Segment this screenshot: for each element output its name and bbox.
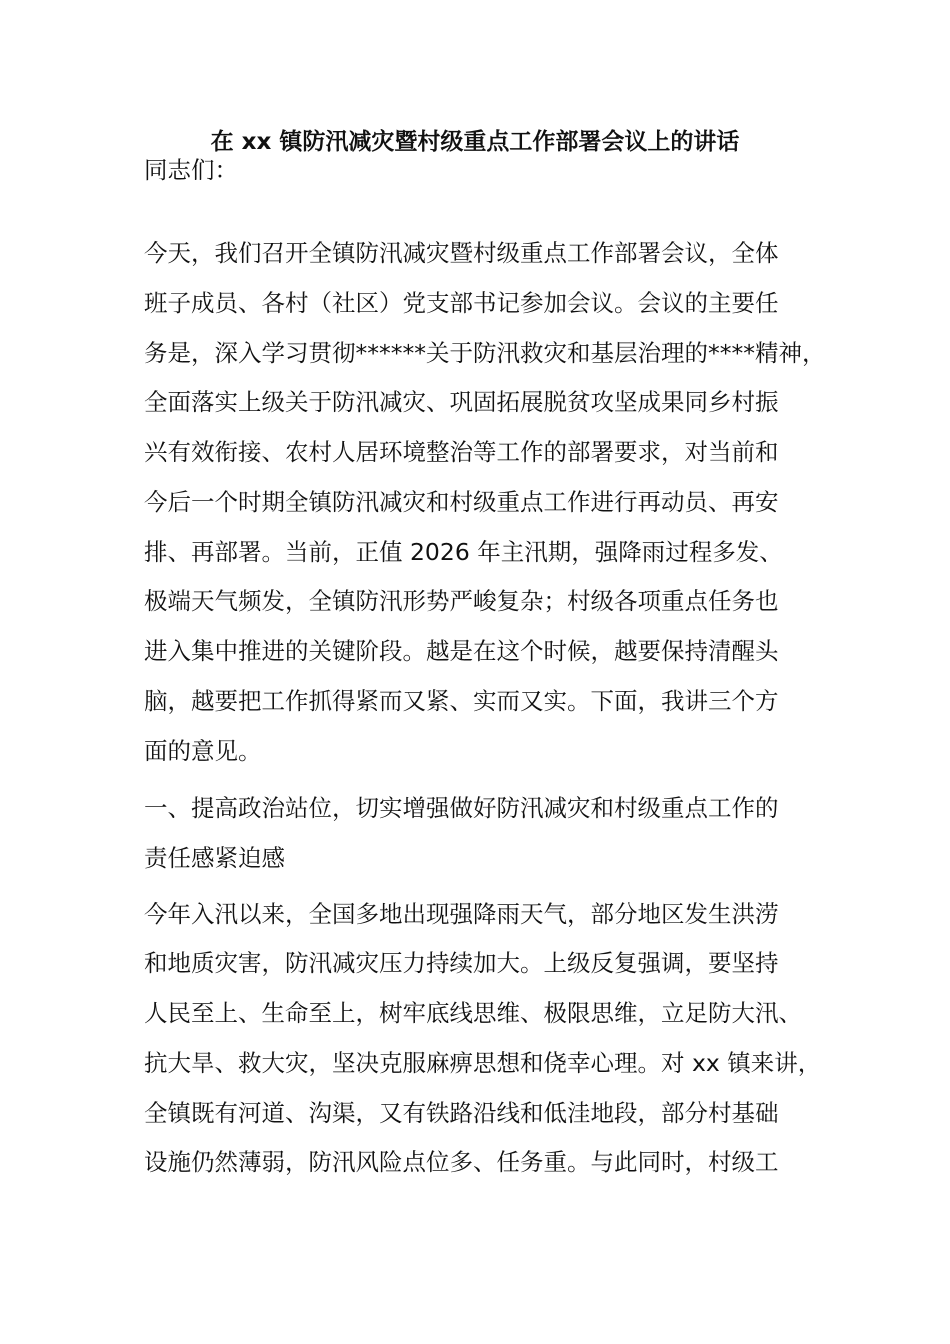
paragraph-line: 进入集中推进的关键阶段。越是在这个时候，越要保持清醒头: [144, 637, 779, 665]
document-title: 在 xx 镇防汛减灾暨村级重点工作部署会议上的讲话: [210, 129, 740, 155]
paragraph-line: 面的意见。: [144, 737, 262, 765]
section-heading-line: 一、提高政治站位，切实增强做好防汛减灾和村级重点工作的: [144, 794, 779, 822]
section-heading-line: 责任感紧迫感: [144, 844, 285, 872]
salutation: 同志们：: [144, 156, 238, 184]
paragraph-line: 全镇既有河道、沟渠，又有铁路沿线和低洼地段，部分村基础: [144, 1099, 779, 1127]
paragraph-line: 极端天气频发，全镇防汛形势严峻复杂；村级各项重点任务也: [144, 587, 779, 615]
paragraph-line: 人民至上、生命至上，树牢底线思维、极限思维，立足防大汛、: [144, 999, 802, 1027]
paragraph-line: 今后一个时期全镇防汛减灾和村级重点工作进行再动员、再安: [144, 488, 779, 516]
paragraph-line: 抗大旱、救大灾，坚决克服麻痹思想和侥幸心理。对 xx 镇来讲，: [144, 1049, 822, 1077]
paragraph-line: 兴有效衔接、农村人居环境整治等工作的部署要求，对当前和: [144, 438, 779, 466]
paragraph-line: 和地质灾害，防汛减灾压力持续加大。上级反复强调，要坚持: [144, 949, 779, 977]
paragraph-line: 今天，我们召开全镇防汛减灾暨村级重点工作部署会议，全体: [144, 239, 779, 267]
paragraph-line: 全面落实上级关于防汛减灾、巩固拓展脱贫攻坚成果同乡村振: [144, 388, 779, 416]
paragraph-line: 班子成员、各村（社区）党支部书记参加会议。会议的主要任: [144, 289, 779, 317]
paragraph-line: 务是，深入学习贯彻******关于防汛救灾和基层治理的****精神，: [144, 339, 826, 367]
paragraph-line: 今年入汛以来，全国多地出现强降雨天气，部分地区发生洪涝: [144, 900, 779, 928]
paragraph-line: 脑，越要把工作抓得紧而又紧、实而又实。下面，我讲三个方: [144, 687, 779, 715]
paragraph-line: 设施仍然薄弱，防汛风险点位多、任务重。与此同时，村级工: [144, 1148, 779, 1176]
paragraph-line: 排、再部署。当前，正值 2026 年主汛期，强降雨过程多发、: [144, 538, 783, 566]
